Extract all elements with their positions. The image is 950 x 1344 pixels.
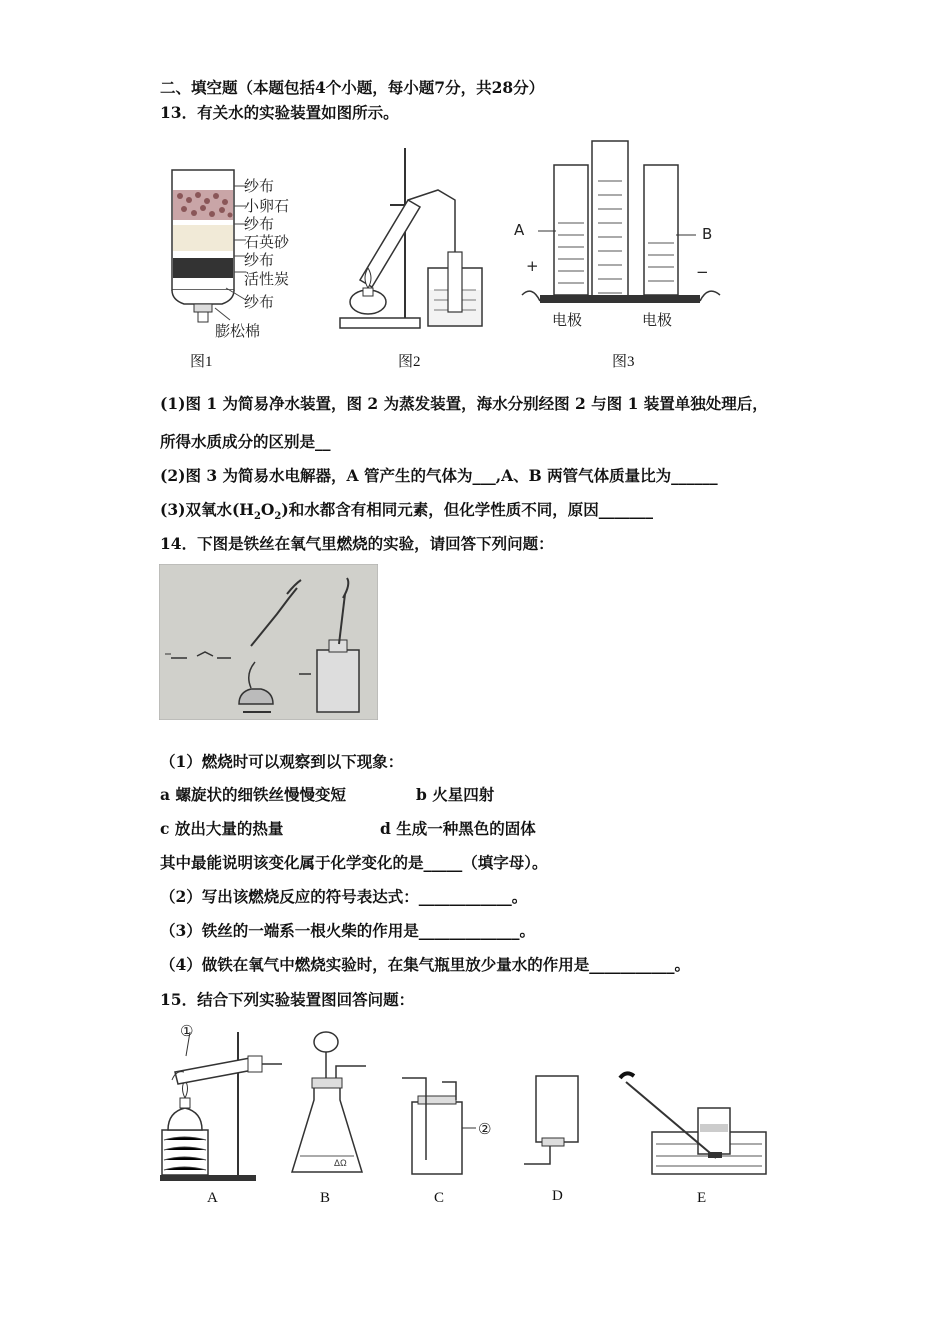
fig1-label: 小卵石 <box>244 197 290 215</box>
q15-caption-e: E <box>697 1190 707 1206</box>
q14-part1: （1）燃烧时可以观察到以下现象： <box>160 752 404 771</box>
apparatus-c <box>402 1078 476 1174</box>
q15-caption-d: D <box>552 1188 563 1204</box>
q13-part1-line2: 所得水质成分的区别是__ <box>160 432 331 451</box>
q14-option-b: b 火星四射 <box>416 785 495 804</box>
fig3-caption: 图3 <box>612 354 635 370</box>
q15-stem: 15．结合下列实验装置图回答问题： <box>160 990 415 1009</box>
q14-part4: （4）做铁在氧气中燃烧实验时，在集气瓶里放少量水的作用是___________。 <box>160 955 691 974</box>
apparatus-a <box>160 1032 282 1181</box>
q14-stem: 14．下图是铁丝在氧气里燃烧的实验，请回答下列问题： <box>160 534 554 553</box>
fig3-minus: − <box>696 263 709 281</box>
section-heading: 二、填空题（本题包括4个小题，每小题7分，共28分） <box>160 78 545 97</box>
q13-part2: (2)图 3 为简易水电解器，A 管产生的气体为___,A、B 两管气体质量比为______ <box>160 466 718 485</box>
fig3-electrode-right: 电极 <box>642 311 673 329</box>
q14-photo <box>159 564 378 720</box>
q14-option-a: a 螺旋状的细铁丝慢慢变短 <box>160 785 346 804</box>
svg-text:ΔΩ: ΔΩ <box>334 1158 347 1168</box>
fig2-caption: 图2 <box>398 354 421 370</box>
q15-mark-1: ① <box>180 1022 194 1040</box>
q15-apparatus <box>150 1020 780 1190</box>
fig1-label: 纱布 <box>244 251 275 269</box>
fig3-label-a: A <box>514 221 525 239</box>
q13-part3: (3)双氧水$(H_2O_2)$和水都含有相同元素，但化学性质不同，原因_______ <box>160 500 653 523</box>
q15-caption-b: B <box>320 1190 331 1206</box>
fig3-electrode-left: 电极 <box>552 311 583 329</box>
fig1-label: 石英砂 <box>244 233 290 251</box>
q13-part1-line1: (1)图 1 为简易净水装置，图 2 为蒸发装置，海水分别经图 2 与图 1 装置单独处理后， <box>160 394 768 413</box>
q15-caption-c: C <box>434 1190 445 1206</box>
fig1-label: 纱布 <box>244 293 275 311</box>
fig1-caption: 图1 <box>190 354 213 370</box>
apparatus-e <box>620 1073 766 1174</box>
fig1-label: 纱布 <box>244 215 275 233</box>
apparatus-d <box>524 1076 578 1164</box>
q15-caption-a: A <box>207 1190 218 1206</box>
q14-option-d: d 生成一种黑色的固体 <box>380 819 536 838</box>
q13-figure-2 <box>330 140 490 340</box>
q14-option-c: c 放出大量的热量 <box>160 819 284 838</box>
q14-part1-question: 其中最能说明该变化属于化学变化的是_____（填字母）。 <box>160 853 548 872</box>
fig3-plus: + <box>526 257 539 275</box>
q13-figure-1 <box>160 160 310 350</box>
fig1-label: 纱布 <box>244 177 275 195</box>
q14-part2: （2）写出该燃烧反应的符号表达式：____________。 <box>160 887 528 906</box>
apparatus-b <box>292 1032 366 1172</box>
fig3-label-b: B <box>702 225 713 243</box>
q13-stem: 13．有关水的实验装置如图所示。 <box>160 103 399 122</box>
q15-mark-2: ② <box>478 1120 492 1138</box>
q14-part3: （3）铁丝的一端系一根火柴的作用是_____________。 <box>160 921 536 940</box>
q13-figure-3 <box>510 135 730 335</box>
fig1-label: 膨松棉 <box>215 322 261 340</box>
fig1-label: 活性炭 <box>244 270 290 288</box>
